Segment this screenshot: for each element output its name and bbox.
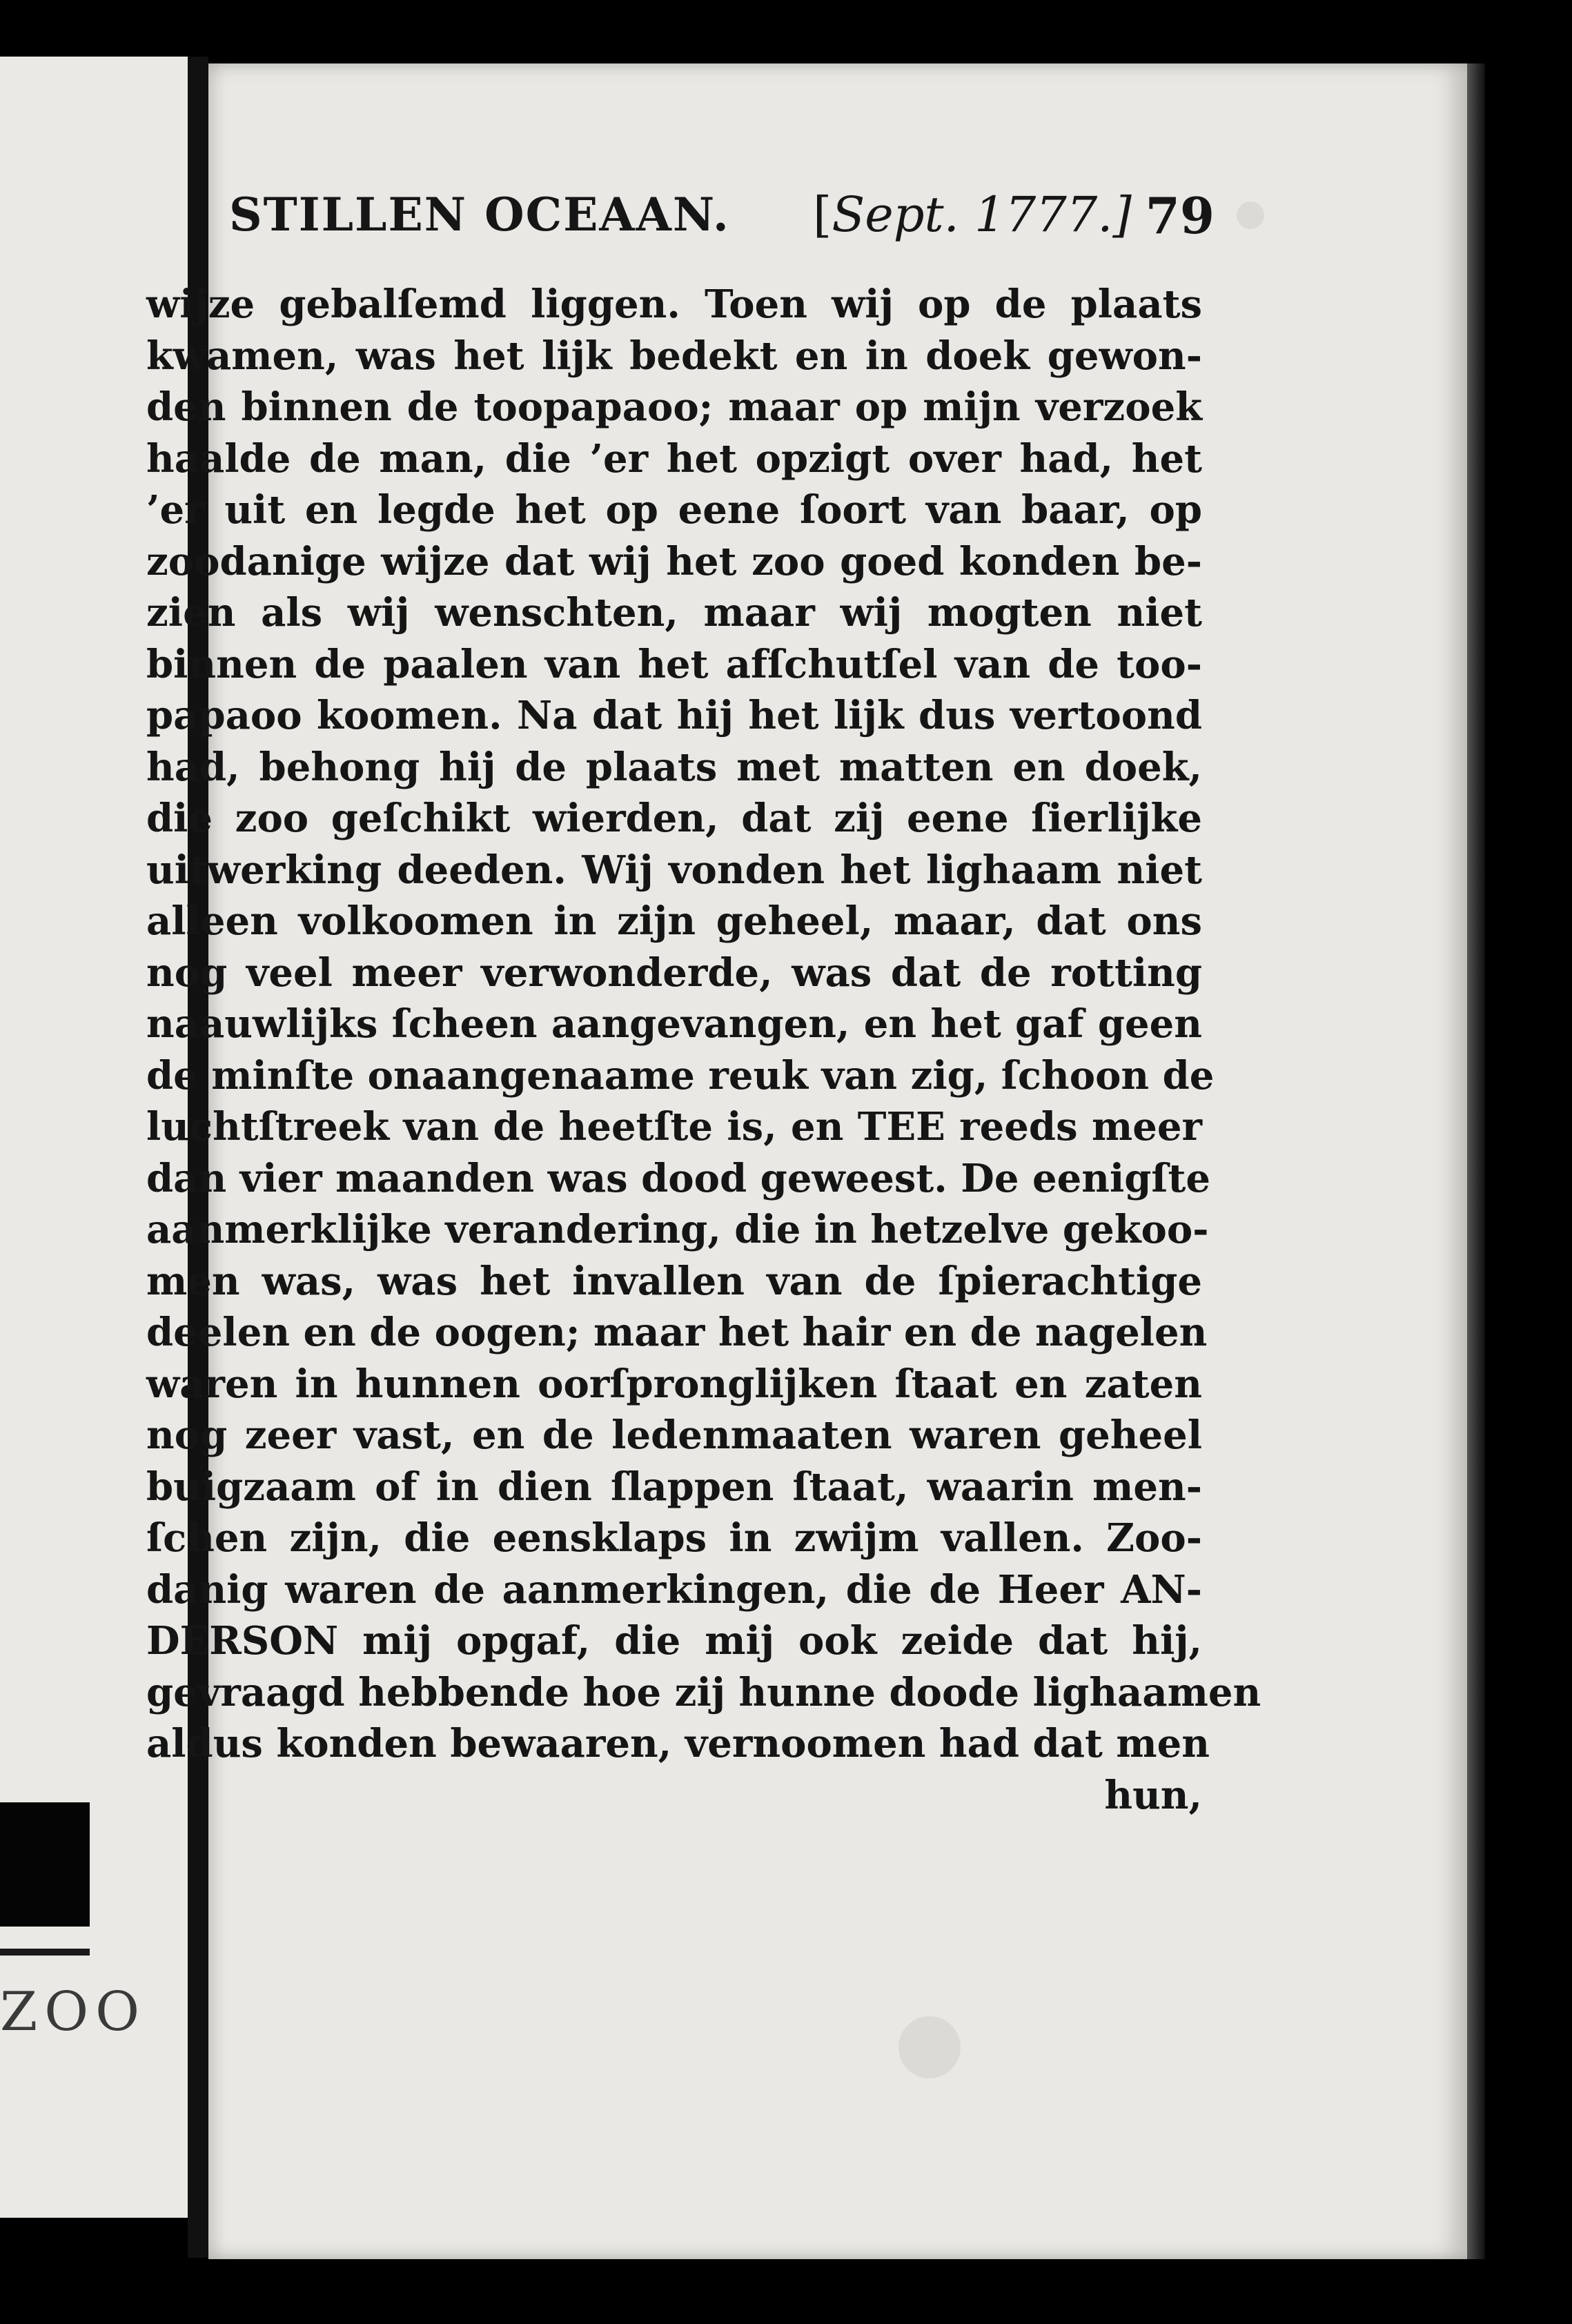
running-head-date bbox=[813, 186, 1132, 243]
text-line: alleen volkoomen in zijn geheel, maar, dat ons bbox=[146, 898, 1202, 944]
text-line: haalde de man, die ’er het opzigt over had, het bbox=[146, 435, 1202, 482]
text-line: de minſte onaangenaame reuk van zig, ſchoon de bbox=[146, 1052, 1215, 1099]
facing-page-rule bbox=[0, 1949, 90, 1956]
page-number: 79 bbox=[1145, 186, 1215, 245]
text-line: buigzaam of in dien ſlappen ſtaat, waarin men- bbox=[146, 1464, 1202, 1510]
text-line: die zoo geſchikt wierden, dat zij eene ſierlijke bbox=[146, 796, 1202, 841]
text-line: kwamen, was het lijk bedekt en in doek gewon- bbox=[146, 333, 1202, 379]
text-line: den binnen de toopapaoo; maar op mijn verzoek bbox=[146, 384, 1202, 430]
text-line: aanmerklijke verandering, die in hetzelve gekoo- bbox=[146, 1207, 1209, 1252]
paper-stain bbox=[898, 2016, 961, 2078]
text-line: zoodanige wijze dat wij het zoo goed konden be- bbox=[146, 538, 1202, 584]
body-text bbox=[146, 279, 1261, 1821]
text-line: zien als wij wenschten, maar wij mogten niet bbox=[146, 590, 1202, 636]
date-year: 1777.] bbox=[974, 186, 1132, 243]
paper-stain bbox=[1237, 201, 1264, 229]
date-month: Sept. bbox=[832, 186, 959, 243]
text-line: deelen en de oogen; maar het hair en de nagelen bbox=[146, 1310, 1208, 1355]
text-line: dan vier maanden was dood geweest. De eenigſte bbox=[146, 1155, 1210, 1201]
catchword: hun, bbox=[1104, 1772, 1202, 1818]
facing-page-black-bar bbox=[0, 1802, 90, 1927]
running-head-title: STILLEN OCEAAN. bbox=[229, 188, 730, 242]
text-line: naauwlijks ſcheen aangevangen, en het gaf geen bbox=[146, 1001, 1202, 1047]
text-line: luchtſtreek van de heetſte is, en TEE reeds meer bbox=[146, 1104, 1202, 1150]
text-line: men was, was het invallen van de ſpierachtige bbox=[146, 1258, 1202, 1304]
text-line: wijze gebalſemd liggen. Toen wij op de plaats bbox=[146, 282, 1202, 327]
page-edge-shadow bbox=[1467, 63, 1485, 2259]
text-line: binnen de paalen van het afſchutſel van de too- bbox=[146, 641, 1202, 687]
text-line: gevraagd hebbende hoe zij hunne doode lighaamen bbox=[146, 1669, 1261, 1715]
text-line: waren in hunnen oorſpronglijken ſtaat en zaten bbox=[146, 1361, 1202, 1407]
date-bracket: [ bbox=[813, 186, 832, 243]
text-line: uitwerking deeden. Wij vonden het lighaam niet bbox=[146, 847, 1202, 893]
running-head bbox=[229, 188, 1215, 264]
text-line: ſchen zijn, die eensklaps in zwijm vallen. Zoo- bbox=[146, 1515, 1202, 1561]
text-line: had, behong hij de plaats met matten en doek, bbox=[146, 744, 1202, 790]
text-line: aldus konden bewaaren, vernoomen had dat men bbox=[146, 1721, 1210, 1766]
text-line: danig waren de aanmerkingen, die de Heer AN- bbox=[146, 1566, 1202, 1613]
text-line: papaoo koomen. Na dat hij het lijk dus vertoond bbox=[146, 693, 1202, 738]
text-line: nog veel meer verwonderde, was dat de rotting bbox=[146, 949, 1202, 996]
text-line: ’er uit en legde het op eene ſoort van baar, op bbox=[146, 487, 1202, 533]
facing-page-text-fragment: ZOO bbox=[0, 1981, 147, 2043]
text-line: nog zeer vast, en de ledenmaaten waren geheel bbox=[146, 1412, 1202, 1458]
text-line: DERSON mij opgaf, die mij ook zeide dat hij, bbox=[146, 1618, 1202, 1664]
